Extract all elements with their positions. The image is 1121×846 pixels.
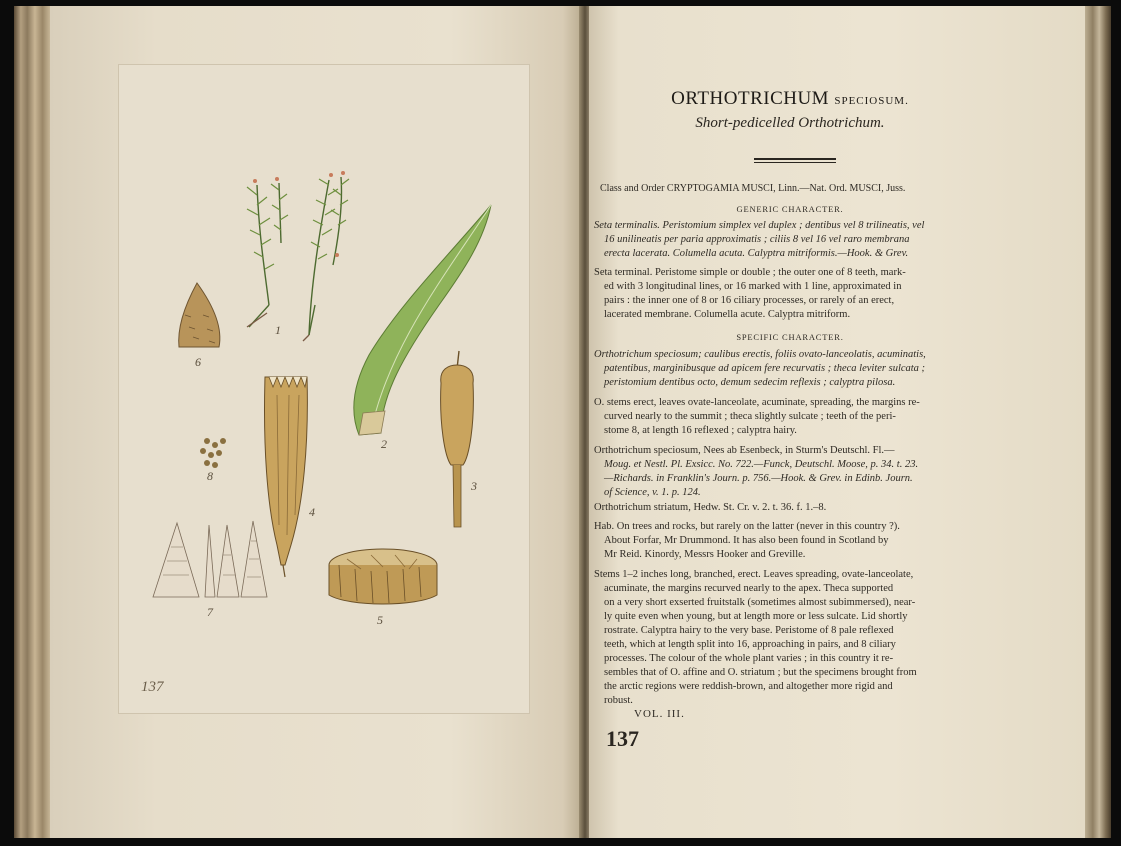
capsule-figure <box>265 377 308 577</box>
figure-label: 8 <box>207 469 213 483</box>
left-page-edges <box>14 6 52 838</box>
text-line: Orthotrichum speciosum, Nees ab Esenbeck, in Sturm's Deutschl. Fl.— <box>594 445 895 456</box>
text-line: ly quite even when young, but at length more or less sulcate. Lid shortly <box>604 611 908 622</box>
capsule-lid-figure <box>441 351 474 527</box>
text-line: curved nearly to the summit ; theca slightly sulcate ; teeth of the peri- <box>604 411 896 422</box>
text-line: acuminate, the margins recurved nearly to the apex. Theca supported <box>604 583 894 594</box>
text-line: peristomium dentibus octo, demum sedecim reflexis ; calyptra pilosa. <box>604 377 896 388</box>
text-line: 16 unilineatis per paria approximatis ; ciliis 8 vel 16 vel raro membrana <box>604 234 910 245</box>
moss-capsules <box>253 171 345 257</box>
text-line: Moug. et Nestl. Pl. Exsicc. No. 722.—Funck, Deutschl. Moose, p. 34. t. 23. <box>604 459 919 470</box>
figure-label: 5 <box>377 613 383 627</box>
text-line: teeth, which at length split into 16, approaching in pairs, and 8 ciliary <box>604 639 896 650</box>
plate-reference-number: 137 <box>141 679 164 695</box>
right-page-edges <box>1085 6 1111 838</box>
text-line: the arctic regions were reddish-brown, and altogether more rigid and <box>604 681 893 692</box>
figure-label: 2 <box>381 437 387 451</box>
text-line: Seta terminal. Peristome simple or double ; the outer one of 8 teeth, mark- <box>594 267 906 278</box>
text-line: —Richards. in Franklin's Journ. p. 756.—Hook. & Grev. in Edinb. Journ. <box>604 473 913 484</box>
text-line: About Forfar, Mr Drummond. It has also been found in Scotland by <box>604 535 889 546</box>
text-line: robust. <box>604 695 633 706</box>
text-line: of Science, v. 1. p. 124. <box>604 487 701 498</box>
text-line: Orthotrichum striatum, Hedw. St. Cr. v. 2. t. 36. f. 1.–8. <box>594 502 827 513</box>
botanical-plate <box>118 64 530 714</box>
species-title: ORTHOTRICHUM SPECIOSUM. <box>671 88 909 109</box>
text-line: Stems 1–2 inches long, branched, erect. Leaves spreading, ovate-lanceolate, <box>594 569 914 580</box>
text-line: pairs : the inner one of 8 or 16 ciliary processes, or rarely of an erect, <box>604 295 895 306</box>
text-line: sembles that of O. affine and O. striatum ; but the specimens brought from <box>604 667 917 678</box>
text-line: Hab. On trees and rocks, but rarely on the latter (never in this country ?). <box>594 521 900 532</box>
page-number: 137 <box>606 726 639 751</box>
figure-label: 7 <box>207 605 213 619</box>
figure-label: 6 <box>195 355 201 369</box>
figure-label: 3 <box>471 479 477 493</box>
text-line: lacerated membrane. Columella acute. Calyptra mitriform. <box>604 309 851 320</box>
peristome-figure <box>329 549 437 604</box>
generic-character-heading: GENERIC CHARACTER. <box>736 204 844 214</box>
title-rule <box>754 158 836 163</box>
text-line: Seta terminalis. Peristomium simplex vel duplex ; dentibus vel 8 trilineatis, vel <box>594 220 925 231</box>
text-line: ed with 3 longitudinal lines, or 16 marked with 1 line, approximated in <box>604 281 902 292</box>
text-line: rostrate. Calyptra hairy to the very base. Peristome of 8 pale reflexed <box>604 625 894 636</box>
classification-line: Class and Order CRYPTOGAMIA MUSCI, Linn.—Nat. Ord. MUSCI, Juss. <box>600 183 906 194</box>
figure-label: 1 <box>275 323 281 337</box>
specific-character-heading: SPECIFIC CHARACTER. <box>736 332 844 342</box>
text-line: stome 8, at length 16 reflexed ; calyptra hairy. <box>604 425 797 436</box>
figure-label: 4 <box>309 505 315 519</box>
calyptra-figure <box>179 283 220 347</box>
text-line: erecta lacerata. Columella acuta. Calyptra mitriformis.—Hook. & Grev. <box>604 248 909 259</box>
moss-illustration <box>119 65 529 713</box>
text-line: Orthotrichum speciosum; caulibus erectis, foliis ovato-lanceolatis, acuminatis, <box>594 349 926 360</box>
text-line: patentibus, marginibusque ad apicem fere recurvatis ; theca leviter sulcata ; <box>604 363 926 374</box>
text-line: O. stems erect, leaves ovate-lanceolate, acuminate, spreading, the margins re- <box>594 397 920 408</box>
text-line: Mr Reid. Kinordy, Messrs Hooker and Greville. <box>604 549 806 560</box>
common-name: Short-pedicelled Orthotrichum. <box>695 115 885 131</box>
text-line: on a very short exserted fruitstalk (sometimes almost subimmersed), near- <box>604 597 916 608</box>
volume-label: VOL. III. <box>634 708 685 720</box>
spores-figure <box>200 438 226 468</box>
text-line: processes. The colour of the whole plant varies ; in this country it re- <box>604 653 894 664</box>
